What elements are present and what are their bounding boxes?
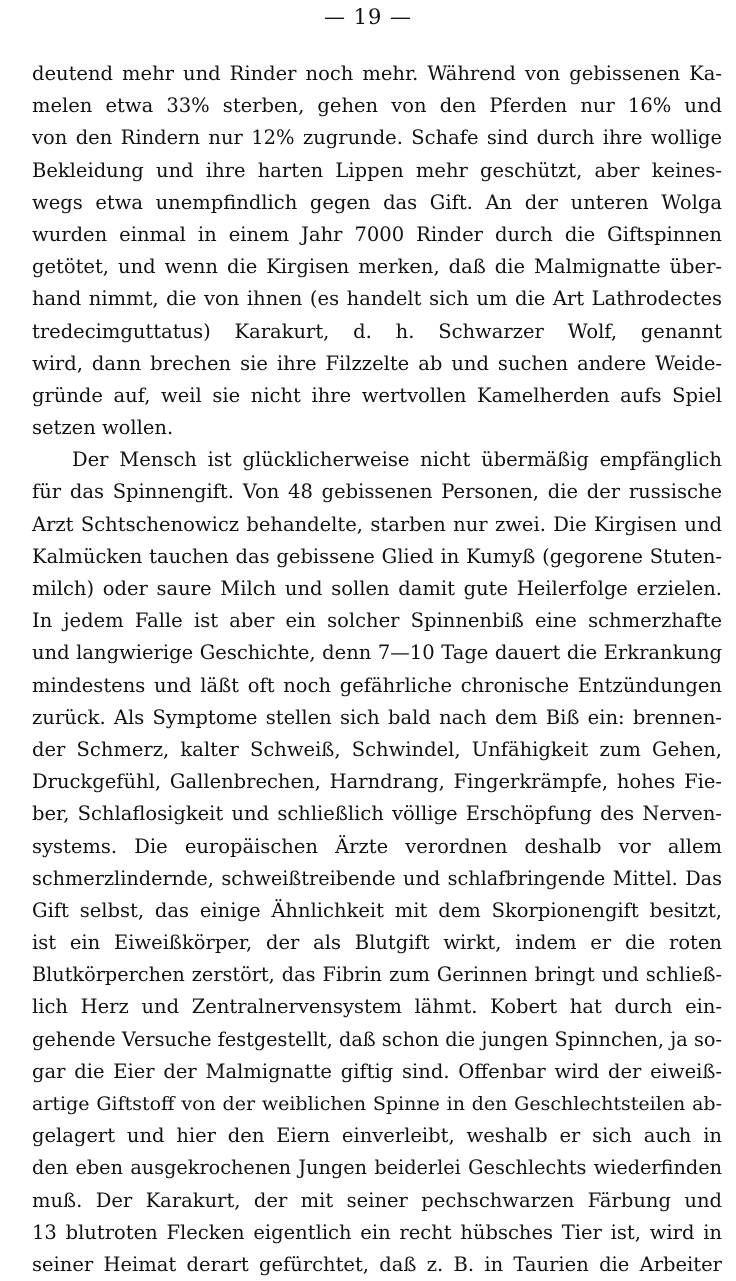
text-line: In jedem Falle ist aber ein solcher Spinnenbiß eine schmerzhafte [32, 609, 722, 633]
text-line: wegs etwa unempfindlich gegen das Gift. An der unteren Wolga [32, 190, 722, 214]
text-line: Bekleidung und ihre harten Lippen mehr geschützt, aber keines- [32, 158, 722, 182]
page-number: — 19 — [323, 5, 413, 29]
text-line: hand nimmt, die von ihnen (es handelt sich um die Art Lathrodectes [32, 287, 722, 311]
text-line: gar die Eier der Malmignatte giftig sind. Offenbar wird der eiweiß- [32, 1059, 722, 1083]
text-line: der Schmerz, kalter Schweiß, Schwindel, Unfähigkeit zum Gehen, [32, 737, 722, 761]
text-line: schmerzlindernde, schweißtreibende und schlafbringende Mittel. Das [32, 866, 722, 890]
text-line: wurden einmal in einem Jahr 7000 Rinder durch die Giftspinnen [32, 222, 722, 246]
text-line: 13 blutroten Flecken eigentlich ein recht hübsches Tier ist, wird in [32, 1220, 722, 1244]
text-line: setzen wollen. [32, 416, 174, 440]
text-line: zurück. Als Symptome stellen sich bald nach dem Biß ein: brennen- [32, 705, 722, 729]
text-line: Druckgefühl, Gallenbrechen, Harndrang, Fingerkrämpfe, hohes Fie- [32, 770, 722, 794]
text-line: gründe auf, weil sie nicht ihre wertvollen Kamelherden aufs Spiel [32, 383, 722, 407]
text-line: von den Rindern nur 12% zugrunde. Schafe sind durch ihre wollige [32, 126, 722, 150]
text-line: Blutkörperchen zerstört, das Fibrin zum Gerinnen bringt und schließ- [32, 963, 722, 987]
text-line: ber, Schlaflosigkeit und schließlich völlige Erschöpfung des Nerven- [32, 802, 722, 826]
text-line: milch) oder saure Milch und sollen damit gute Heilerfolge erzielen. [32, 577, 722, 600]
text-line: gehende Versuche festgestellt, daß schon die jungen Spinnchen, ja so- [32, 1027, 722, 1051]
paragraph-1 [32, 58, 722, 444]
text-line: lich Herz und Zentralnervensystem lähmt. Kobert hat durch ein- [32, 995, 722, 1019]
text-line: wird, dann brechen sie ihre Filzzelte ab und suchen andere Weide- [32, 351, 722, 375]
text-line: ist ein Eiweißkörper, der als Blutgift wirkt, indem er die roten [32, 931, 722, 955]
text-line: Gift selbst, das einige Ähnlichkeit mit dem Skorpionengift besitzt, [32, 898, 722, 922]
text-line: getötet, und wenn die Kirgisen merken, daß die Malmignatte über- [32, 255, 722, 279]
text-line: deutend mehr und Rinder noch mehr. Während von gebissenen Ka- [32, 62, 722, 85]
text-line: den eben ausgekrochenen Jungen beiderlei Geschlechts wiederfinden [32, 1156, 722, 1180]
text-line: Der Mensch ist glücklicherweise nicht übermäßig empfänglich [72, 448, 722, 472]
text-line: gelagert und hier den Eiern einverleibt, weshalb er sich auch in [32, 1124, 722, 1148]
text-line: Arzt Schtschenowicz behandelte, starben nur zwei. Die Kirgisen und [32, 512, 722, 536]
text-line: artige Giftstoff von der weiblichen Spinne in den Geschlechtsteilen ab- [32, 1093, 722, 1115]
text-line: für das Spinnengift. Von 48 gebissenen Personen, die der russische [32, 480, 722, 504]
text-line: melen etwa 33% sterben, gehen von den Pferden nur 16% und [32, 94, 722, 118]
text-line: systems. Die europäischen Ärzte verordnen deshalb vor allem [32, 834, 722, 858]
text-line: seiner Heimat derart gefürchtet, daß z. B. in Taurien die Arbeiter [32, 1252, 722, 1276]
text-line: muß. Der Karakurt, der mit seiner pechschwarzen Färbung und [32, 1188, 722, 1212]
text-line: mindestens und läßt oft noch gefährliche chronische Entzündungen [32, 673, 722, 697]
paragraph-2 [32, 444, 722, 1281]
text-line: und langwierige Geschichte, denn 7—10 Tage dauert die Erkrankung [32, 641, 722, 665]
body-text [32, 58, 722, 1281]
text-line: Kalmücken tauchen das gebissene Glied in Kumyß (gegorene Stuten- [32, 544, 722, 568]
text-line: tredecimguttatus) Karakurt, d. h. Schwarzer Wolf, genannt [32, 319, 722, 343]
